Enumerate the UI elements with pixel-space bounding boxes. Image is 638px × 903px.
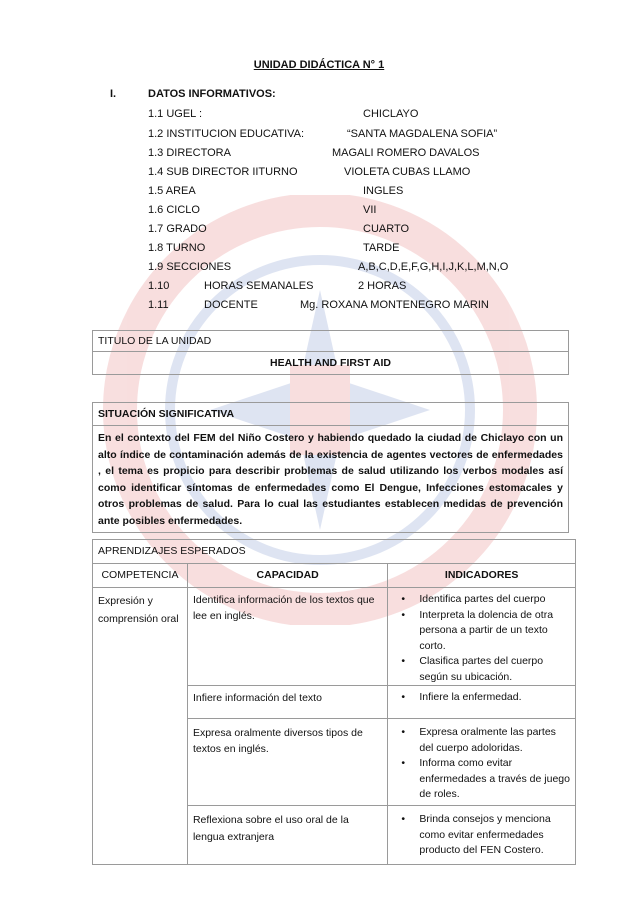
indicator-list xyxy=(393,690,570,706)
info-label: 1.8 TURNO xyxy=(148,242,206,254)
section-number: I. xyxy=(110,88,117,100)
info-value: MAGALI ROMERO DAVALOS xyxy=(332,147,480,159)
info-value: INGLES xyxy=(363,185,404,197)
info-value: Mg. ROXANA MONTENEGRO MARIN xyxy=(300,299,489,311)
unit-title: HEALTH AND FIRST AID xyxy=(93,352,569,375)
indicadores-cell xyxy=(388,686,576,719)
info-label: 1.5 AREA xyxy=(148,185,196,197)
info-value: CHICLAYO xyxy=(363,108,419,120)
info-value: VIOLETA CUBAS LLAMO xyxy=(344,166,471,178)
document-title: UNIDAD DIDÁCTICA N° 1 xyxy=(253,59,385,71)
indicator-list xyxy=(393,812,570,859)
info-number: 1.10 xyxy=(148,280,170,292)
learning-label: APRENDIZAJES ESPERADOS xyxy=(93,540,576,564)
info-value: CUARTO xyxy=(363,223,410,235)
indicator-item: • Expresa oralmente las partes del cuerpo adoloridas. xyxy=(393,725,570,756)
info-number: 1.11 xyxy=(148,299,169,311)
info-label: 1.2 INSTITUCION EDUCATIVA: xyxy=(148,128,305,140)
unit-title-label: TITULO DE LA UNIDAD xyxy=(93,331,569,352)
info-value: VII xyxy=(363,204,377,216)
indicator-item: • Informa como evitar enfermedades a través de juego de roles. xyxy=(393,756,570,803)
indicator-list xyxy=(393,725,570,803)
capacidad-cell: Reflexiona sobre el uso oral de la lengua extranjera xyxy=(187,806,387,865)
info-label: 1.7 GRADO xyxy=(148,223,207,235)
info-value: “SANTA MAGDALENA SOFIA” xyxy=(347,128,498,140)
indicator-list xyxy=(393,592,570,685)
indicator-item: • Identifica partes del cuerpo xyxy=(393,592,570,608)
unit-title-table xyxy=(92,330,569,375)
header-indicadores: INDICADORES xyxy=(388,564,576,588)
info-label: 1.1 UGEL : xyxy=(148,108,203,120)
indicator-item: • Brinda consejos y menciona como evitar enfermedades producto del FEN Costero. xyxy=(393,812,570,859)
competencia-cell: Expresión y comprensión oral xyxy=(93,588,188,865)
indicator-item: • Interpreta la dolencia de otra persona a partir de un texto corto. xyxy=(393,608,570,655)
section-title: DATOS INFORMATIVOS: xyxy=(148,88,276,100)
info-label: DOCENTE xyxy=(204,299,258,311)
significant-situation-table xyxy=(92,402,569,533)
capacidad-cell: Infiere información del texto xyxy=(187,686,387,719)
situation-label: SITUACIÓN SIGNIFICATIVA xyxy=(93,403,569,426)
indicator-item: • Infiere la enfermedad. xyxy=(393,690,570,706)
capacidad-cell: Expresa oralmente diversos tipos de textos en inglés. xyxy=(187,719,387,806)
info-label: HORAS SEMANALES xyxy=(204,280,314,292)
indicadores-cell xyxy=(388,588,576,686)
indicadores-cell xyxy=(388,806,576,865)
capacidad-cell: Identifica información de los textos que lee en inglés. xyxy=(187,588,387,686)
header-capacidad: CAPACIDAD xyxy=(187,564,387,588)
situation-text: En el contexto del FEM del Niño Costero y habiendo quedado la ciudad de Chiclayo con un alto índice de contaminación además de la existencia de agentes vectores de enfermedades , el tema es propicio para describir problemas de salud utilizando los verbos modales así como identificar síntomas de enfermedades como El Dengue, Infecciones estomacales y otros problemas de salud. Para lo cual las estudiantes establecen medidas de prevención ante posibles enfermedades. xyxy=(93,426,569,533)
indicadores-cell xyxy=(388,719,576,806)
info-label: 1.9 SECCIONES xyxy=(148,261,232,273)
info-label: 1.4 SUB DIRECTOR IITURNO xyxy=(148,166,298,178)
expected-learning-table xyxy=(92,539,576,865)
info-value: 2 HORAS xyxy=(358,280,407,292)
info-label: 1.6 CICLO xyxy=(148,204,200,216)
header-competencia: COMPETENCIA xyxy=(93,564,188,588)
info-label: 1.3 DIRECTORA xyxy=(148,147,231,159)
indicator-item: • Clasifica partes del cuerpo según su ubicación. xyxy=(393,654,570,685)
info-value: TARDE xyxy=(363,242,400,254)
info-value: A,B,C,D,E,F,G,H,I,J,K,L,M,N,O xyxy=(358,261,509,273)
